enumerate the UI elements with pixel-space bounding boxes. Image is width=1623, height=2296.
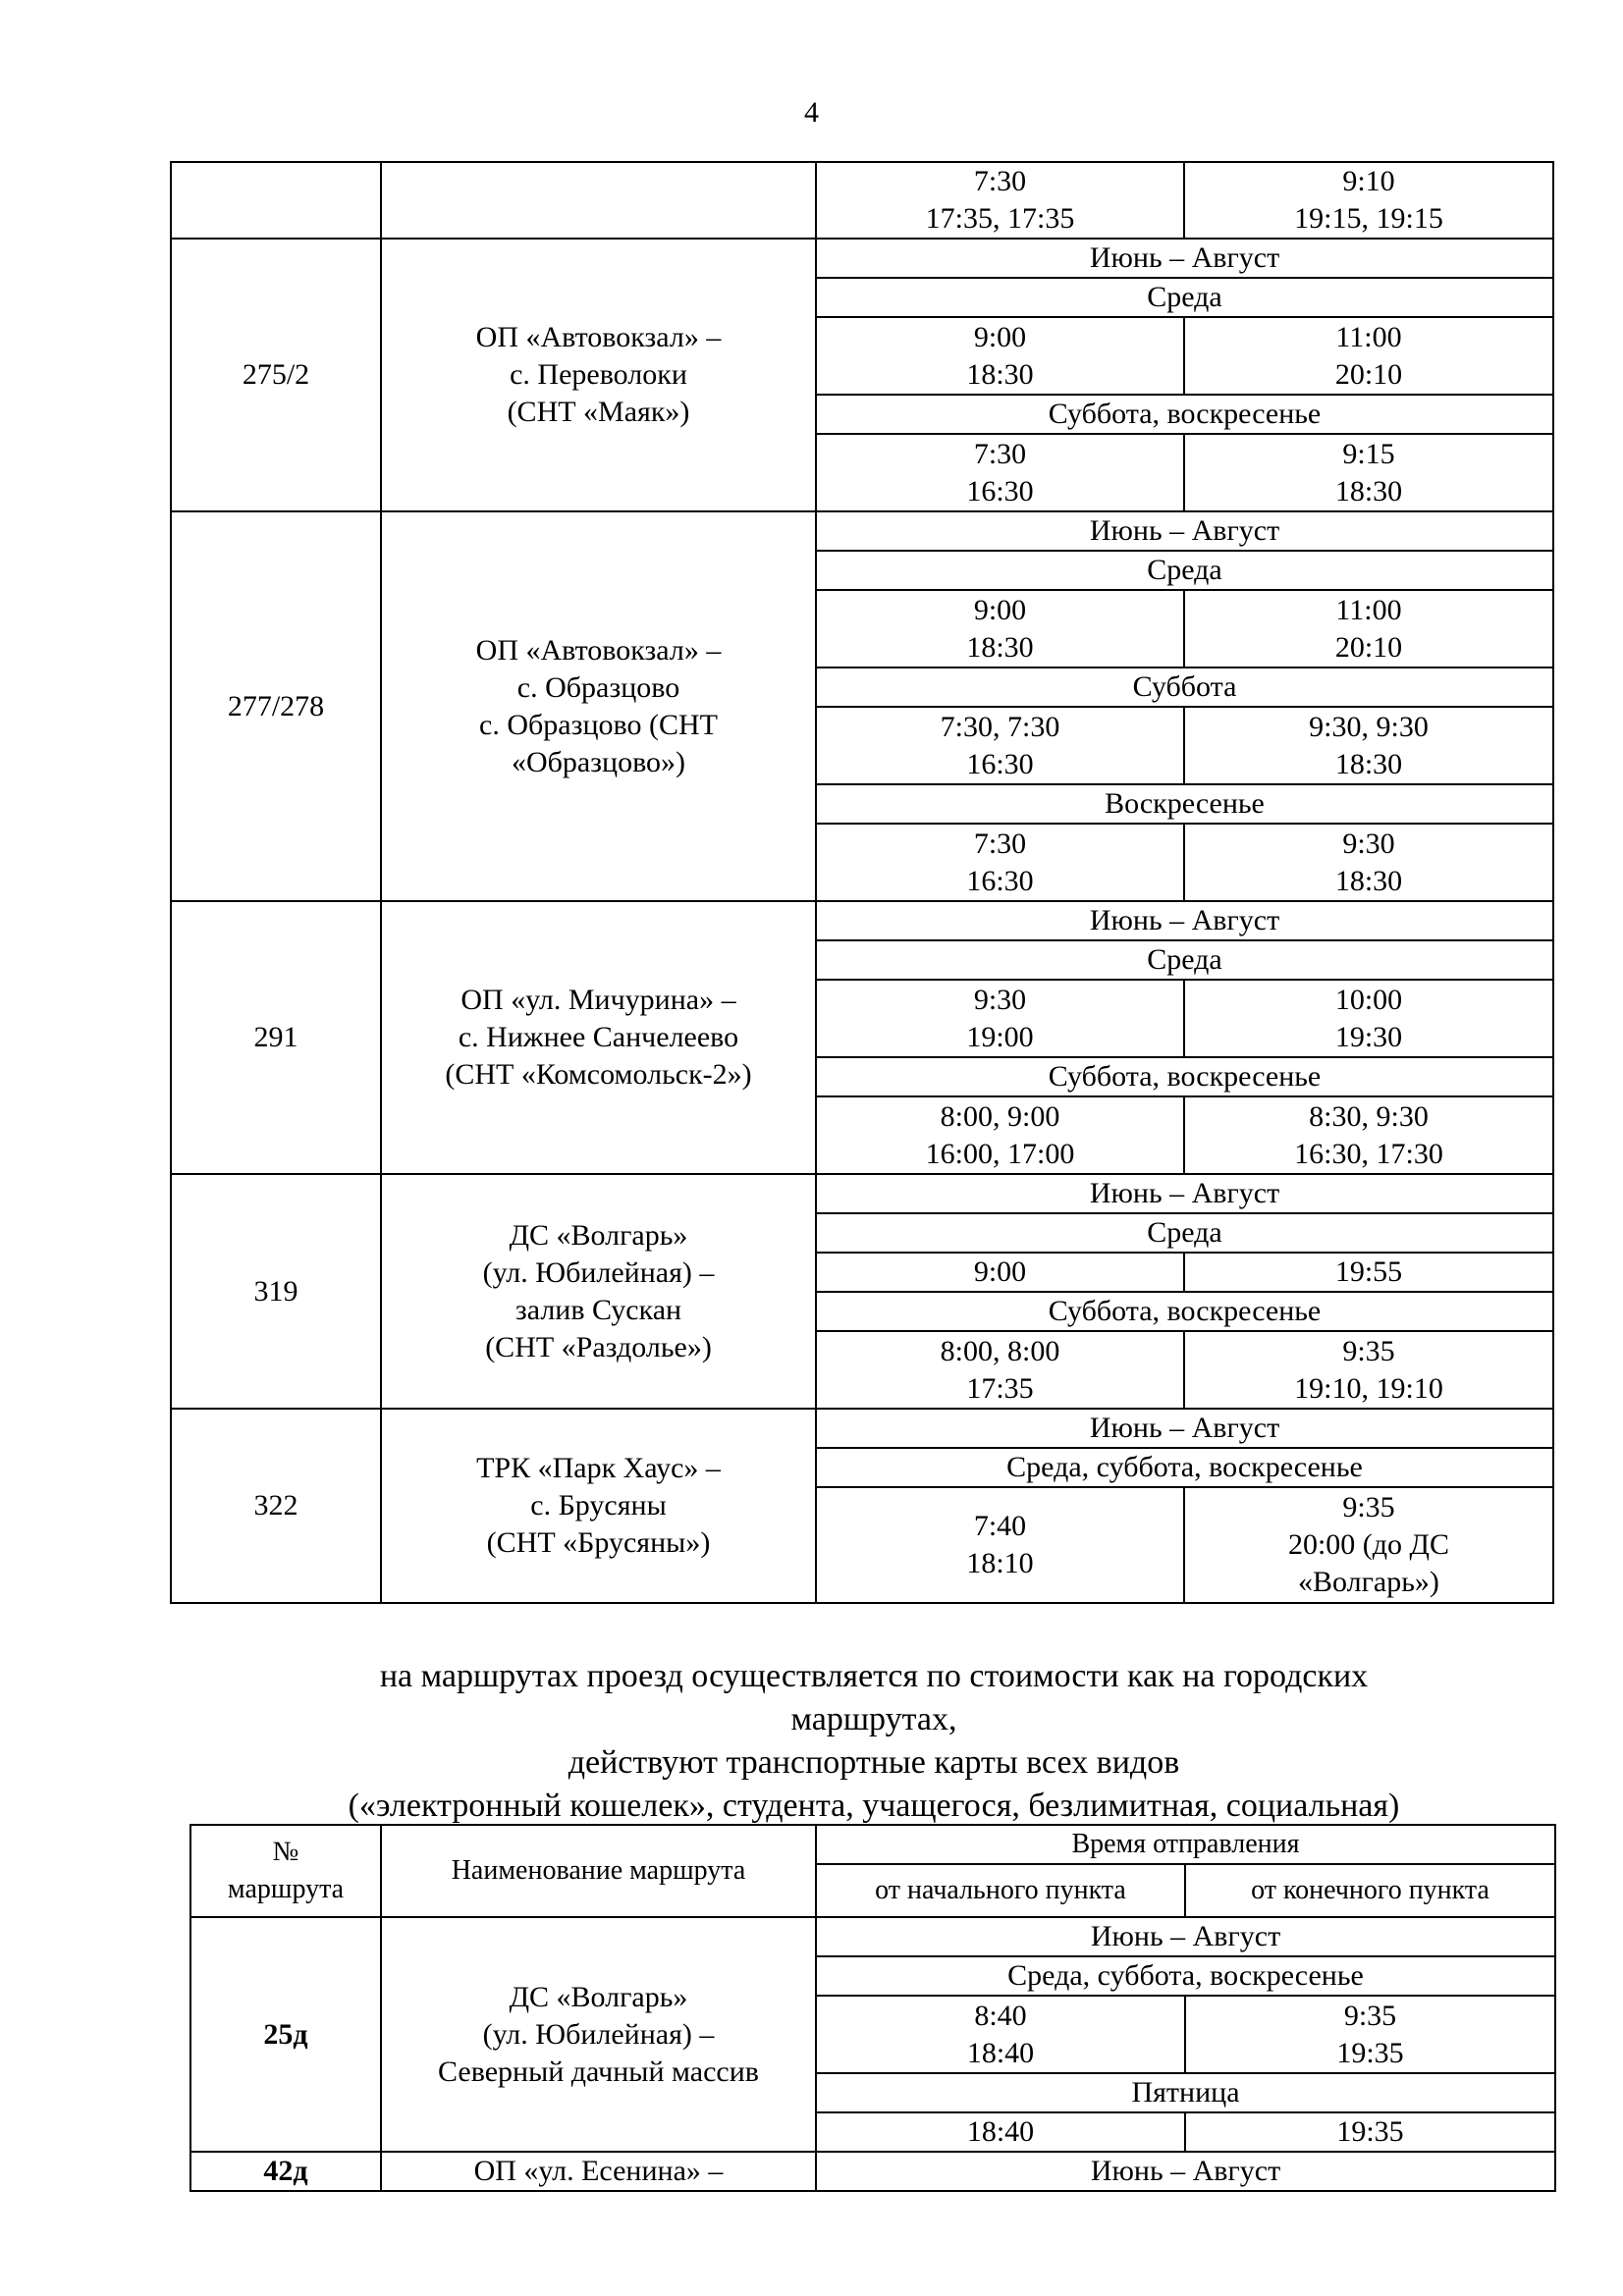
departure-to-cell: 19:55 — [1184, 1253, 1553, 1292]
route-name-cell: ОП «ул. Есенина» – — [381, 2152, 816, 2191]
route-name-header: Наименование маршрута — [381, 1825, 816, 1917]
schedule-table-2 — [189, 1824, 1556, 2192]
departure-to-cell: 9:30 18:30 — [1184, 824, 1553, 901]
route-number-cell: 275/2 — [171, 239, 381, 511]
route-number-cell: 319 — [171, 1174, 381, 1409]
departure-to-cell: 9:10 19:15, 19:15 — [1184, 162, 1553, 239]
departure-from-cell: 8:00, 8:00 17:35 — [816, 1331, 1184, 1409]
table-row — [171, 1409, 1553, 1448]
departure-to-cell: 11:00 20:10 — [1184, 317, 1553, 395]
from-end-header: от конечного пункта — [1185, 1864, 1555, 1917]
route-name-cell: ОП «Автовокзал» – с. Образцово с. Образцово (СНТ «Образцово») — [381, 511, 816, 901]
season-cell: Июнь – Август — [816, 239, 1553, 278]
route-number-cell: 25д — [190, 1917, 381, 2152]
season-cell: Июнь – Август — [816, 2152, 1555, 2191]
route-name-cell — [381, 162, 816, 239]
table-row — [171, 1174, 1553, 1213]
departure-to-cell: 9:30, 9:30 18:30 — [1184, 707, 1553, 784]
departure-from-cell: 8:00, 9:00 16:00, 17:00 — [816, 1096, 1184, 1174]
departure-from-cell: 7:30 16:30 — [816, 434, 1184, 511]
route-name-cell: ТРК «Парк Хаус» – с. Брусяны (СНТ «Брусяны») — [381, 1409, 816, 1603]
departure-to-cell: 19:35 — [1185, 2112, 1555, 2152]
departure-from-cell: 9:00 18:30 — [816, 317, 1184, 395]
note-line: («электронный кошелек», студента, учащегося, безлимитная, социальная) — [348, 1788, 1400, 1824]
route-name-cell: ОП «Автовокзал» – с. Переволоки (СНТ «Маяк») — [381, 239, 816, 511]
departure-from-cell: 7:30 17:35, 17:35 — [816, 162, 1184, 239]
departure-time-header: Время отправления — [816, 1825, 1555, 1864]
season-cell: Июнь – Август — [816, 1917, 1555, 1956]
table-row — [171, 511, 1553, 551]
days-cell: Среда — [816, 551, 1553, 590]
route-number-cell: 322 — [171, 1409, 381, 1603]
departure-from-cell: 9:30 19:00 — [816, 980, 1184, 1057]
days-cell: Суббота, воскресенье — [816, 1292, 1553, 1331]
route-name-cell: ДС «Волгарь» (ул. Юбилейная) – Северный дачный массив — [381, 1917, 816, 2152]
route-number-cell: 42д — [190, 2152, 381, 2191]
route-number-cell: 277/278 — [171, 511, 381, 901]
days-cell: Среда — [816, 940, 1553, 980]
route-name-cell: ДС «Волгарь» (ул. Юбилейная) – залив Сускан (СНТ «Раздолье») — [381, 1174, 816, 1409]
days-cell: Суббота, воскресенье — [816, 1057, 1553, 1096]
note-line: действуют транспортные карты всех видов — [568, 1744, 1180, 1781]
days-cell: Пятница — [816, 2073, 1555, 2112]
departure-from-cell: 18:40 — [816, 2112, 1185, 2152]
departure-from-cell: 7:30 16:30 — [816, 824, 1184, 901]
schedule-table-1 — [170, 161, 1554, 1604]
departure-to-cell: 8:30, 9:30 16:30, 17:30 — [1184, 1096, 1553, 1174]
departure-to-cell: 10:00 19:30 — [1184, 980, 1553, 1057]
table-row — [190, 2152, 1555, 2191]
departure-from-cell: 7:40 18:10 — [816, 1487, 1184, 1603]
departure-to-cell: 9:35 20:00 (до ДС «Волгарь») — [1184, 1487, 1553, 1603]
departure-to-cell: 9:15 18:30 — [1184, 434, 1553, 511]
route-number-cell — [171, 162, 381, 239]
departure-from-cell: 9:00 — [816, 1253, 1184, 1292]
table-row — [171, 162, 1553, 239]
departure-to-cell: 9:35 19:35 — [1185, 1996, 1555, 2073]
route-number-cell: 291 — [171, 901, 381, 1174]
table-row — [190, 1917, 1555, 1956]
note-line: маршрутах, — [790, 1701, 957, 1737]
season-cell: Июнь – Август — [816, 511, 1553, 551]
days-cell: Среда — [816, 278, 1553, 317]
days-cell: Среда — [816, 1213, 1553, 1253]
days-cell: Среда, суббота, воскресенье — [816, 1448, 1553, 1487]
route-name-cell: ОП «ул. Мичурина» – с. Нижнее Санчелеево (СНТ «Комсомольск-2») — [381, 901, 816, 1174]
days-cell: Воскресенье — [816, 784, 1553, 824]
route-number-header: № маршрута — [190, 1825, 381, 1917]
departure-from-cell: 9:00 18:30 — [816, 590, 1184, 667]
table-row — [171, 901, 1553, 940]
days-cell: Среда, суббота, воскресенье — [816, 1956, 1555, 1996]
days-cell: Суббота, воскресенье — [816, 395, 1553, 434]
from-start-header: от начального пункта — [816, 1864, 1185, 1917]
season-cell: Июнь – Август — [816, 1174, 1553, 1213]
fare-note — [0, 1655, 1623, 1828]
table-row — [171, 239, 1553, 278]
note-line: на маршрутах проезд осуществляется по стоимости как на городских — [379, 1658, 1369, 1694]
page-number: 4 — [804, 96, 819, 129]
season-cell: Июнь – Август — [816, 1409, 1553, 1448]
header-row — [190, 1825, 1555, 1864]
season-cell: Июнь – Август — [816, 901, 1553, 940]
departure-from-cell: 8:40 18:40 — [816, 1996, 1185, 2073]
days-cell: Суббота — [816, 667, 1553, 707]
departure-to-cell: 9:35 19:10, 19:10 — [1184, 1331, 1553, 1409]
departure-to-cell: 11:00 20:10 — [1184, 590, 1553, 667]
departure-from-cell: 7:30, 7:30 16:30 — [816, 707, 1184, 784]
